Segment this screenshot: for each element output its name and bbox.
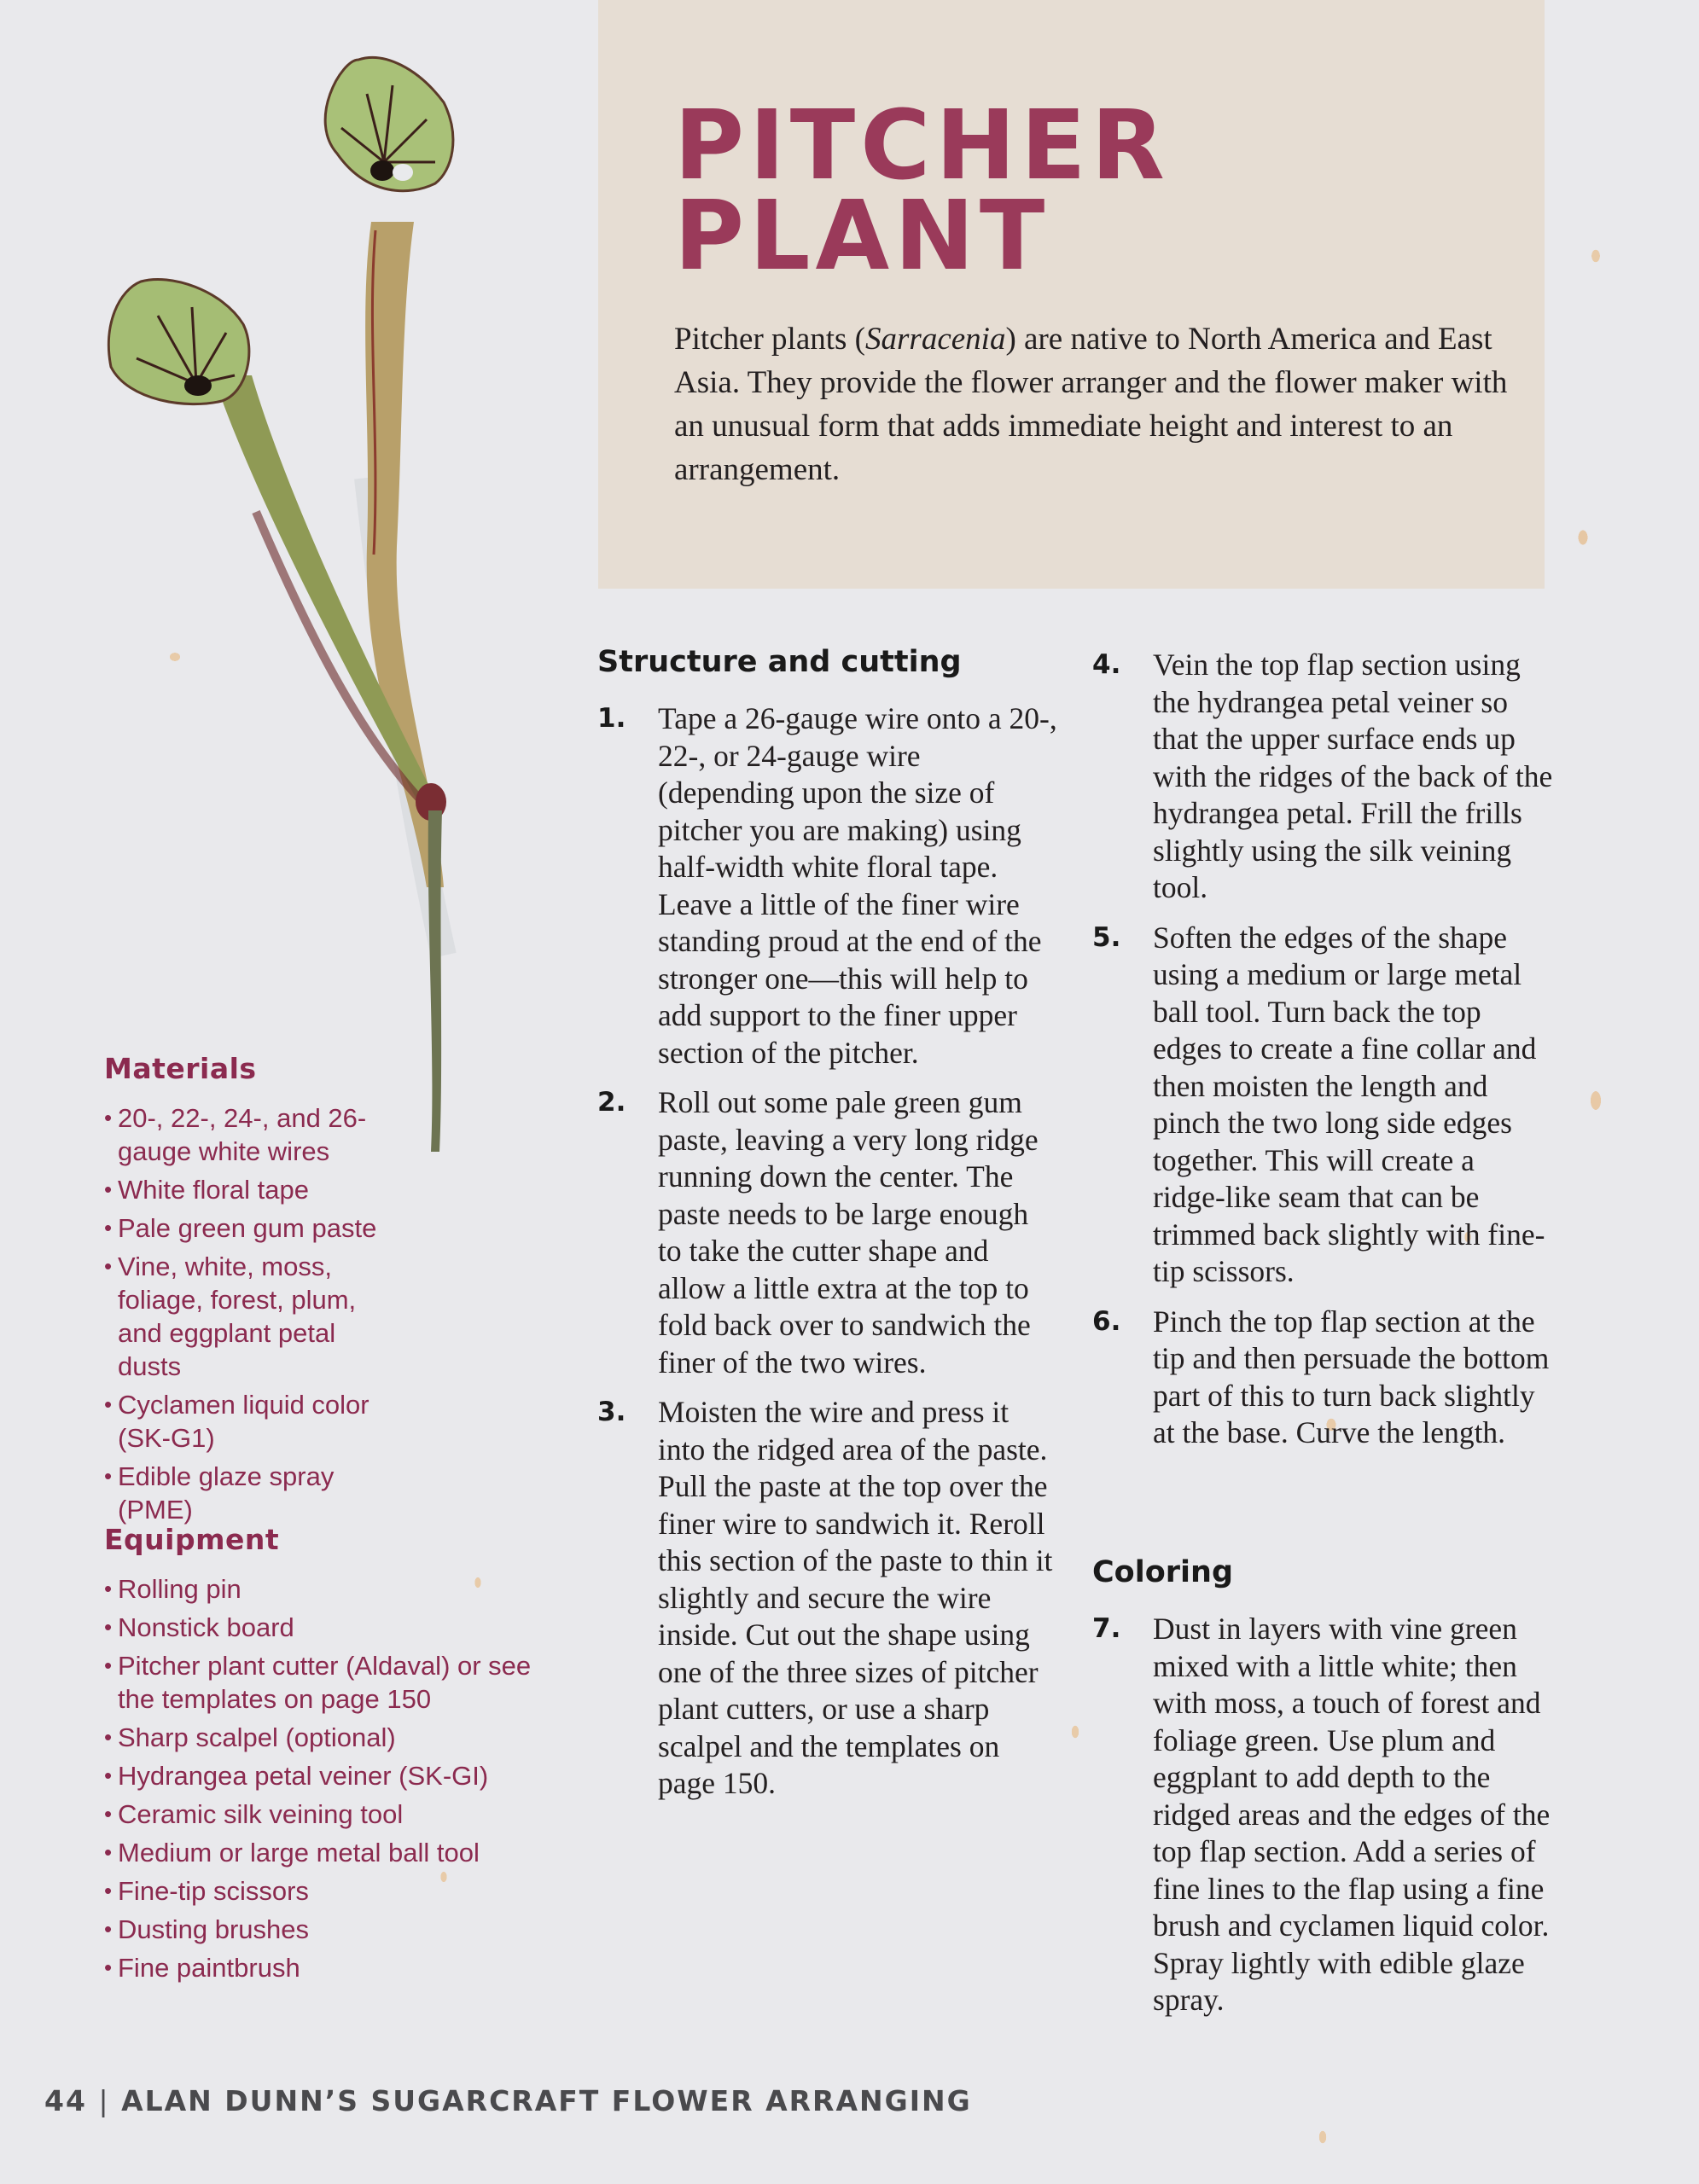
step-2 bbox=[597, 1084, 1058, 1381]
step-7 bbox=[1092, 1611, 1553, 2019]
steps-coloring bbox=[1092, 1611, 1553, 2032]
title-line-1: PITCHER bbox=[674, 90, 1170, 201]
heading-coloring: Coloring bbox=[1092, 1555, 1234, 1589]
equipment-item: • Medium or large metal ball tool bbox=[104, 1836, 548, 1869]
step-number: 4. bbox=[1092, 649, 1121, 680]
equipment-item: • Fine-tip scissors bbox=[104, 1874, 548, 1908]
step-text: Dust in layers with vine green mixed with a little white; then with moss, a touch of forest and foliage green. Use plum and eggplant to add depth to the ridged areas and the edges of the top flap section. Add a series of fine lines to the flap using a fine brush and cyclamen liquid color. Spray lightly with edible glaze spray. bbox=[1153, 1612, 1551, 2017]
equipment-list bbox=[104, 1572, 548, 1989]
equipment-item: • Sharp scalpel (optional) bbox=[104, 1721, 548, 1754]
equipment-item: • Dusting brushes bbox=[104, 1913, 548, 1946]
title-line-2: PLANT bbox=[674, 181, 1050, 292]
materials-list bbox=[104, 1101, 394, 1531]
step-number: 6. bbox=[1092, 1305, 1121, 1337]
step-text: Moisten the wire and press it into the ridged area of the paste. Pull the paste at the top over the finer wire to sandwich it. Reroll this section of the paste to thin it slightly and secure the wire inside. Cut out the shape using one of the three sizes of pitcher plant cutters, or use a sharp scalpel and the templates on page 150. bbox=[658, 1395, 1053, 1800]
materials-item: • Edible glaze spray (PME) bbox=[104, 1460, 394, 1526]
step-number: 1. bbox=[597, 703, 626, 734]
materials-heading: Materials bbox=[104, 1052, 257, 1085]
equipment-item: • Fine paintbrush bbox=[104, 1951, 548, 1984]
title-panel bbox=[598, 0, 1545, 589]
step-text: Roll out some pale green gum paste, leaving a very long ridge running down the center. The paste needs to be large enough to take the cutter shape and allow a little extra at the top to fold back over to sandwich the finer of the two wires. bbox=[658, 1085, 1039, 1380]
step-number: 5. bbox=[1092, 921, 1121, 953]
step-3 bbox=[597, 1394, 1058, 1803]
step-text: Tape a 26-gauge wire onto a 20-, 22-, or 24-gauge wire (depending upon the size of pitcher you are making) using half-width white floral tape. Leave a little of the finer wire standing proud at the end of the stronger one—this will help to add support to the finer upper section of the pitcher. bbox=[658, 701, 1057, 1070]
intro-paragraph bbox=[674, 317, 1527, 491]
intro-botanical-name: Sarracenia bbox=[865, 322, 1006, 357]
materials-item: • Pale green gum paste bbox=[104, 1211, 394, 1245]
step-4 bbox=[1092, 647, 1553, 907]
heading-structure-and-cutting: Structure and cutting bbox=[597, 645, 962, 679]
materials-item: • Cyclamen liquid color (SK-G1) bbox=[104, 1388, 394, 1455]
equipment-item: • Nonstick board bbox=[104, 1611, 548, 1644]
step-5 bbox=[1092, 920, 1553, 1291]
step-number: 7. bbox=[1092, 1613, 1121, 1644]
book-title: ALAN DUNN’S SUGARCRAFT FLOWER ARRANGING bbox=[121, 2084, 972, 2117]
intro-text-end: ) are native to North America and East Asia. They provide the flower arranger and the flower maker with an unusual form that adds immediate height and interest to an arrangement. bbox=[674, 322, 1508, 487]
page-title bbox=[674, 90, 1170, 292]
step-text: Pinch the top flap section at the tip and then persuade the bottom part of this to turn back slightly at the base. Curve the length. bbox=[1153, 1304, 1550, 1449]
step-1 bbox=[597, 700, 1058, 1072]
equipment-item: • Ceramic silk veining tool bbox=[104, 1798, 548, 1831]
step-number: 3. bbox=[597, 1397, 626, 1427]
materials-item: • 20-, 22-, 24-, and 26-gauge white wires bbox=[104, 1101, 394, 1168]
materials-item: • White floral tape bbox=[104, 1173, 394, 1206]
equipment-item: • Pitcher plant cutter (Aldaval) or see the templates on page 150 bbox=[104, 1649, 548, 1716]
step-text: Vein the top flap section using the hydrangea petal veiner so that the upper surface ends up with the ridges of the back of the hydrangea petal. Frill the frills slightly using the silk veining tool. bbox=[1153, 648, 1553, 904]
equipment-heading: Equipment bbox=[104, 1523, 280, 1556]
steps-column-2 bbox=[1092, 647, 1553, 1465]
page-footer bbox=[44, 2084, 972, 2117]
equipment-item: • Hydrangea petal veiner (SK-GI) bbox=[104, 1759, 548, 1792]
materials-item: • Vine, white, moss, foliage, forest, plum, and eggplant petal dusts bbox=[104, 1250, 394, 1383]
intro-text-start: Pitcher plants ( bbox=[674, 322, 866, 357]
footer-separator: | bbox=[98, 2084, 110, 2117]
step-number: 2. bbox=[597, 1087, 626, 1118]
steps-column-1 bbox=[597, 700, 1058, 1815]
step-6 bbox=[1092, 1304, 1553, 1452]
equipment-item: • Rolling pin bbox=[104, 1572, 548, 1606]
page-number: 44 bbox=[44, 2084, 87, 2117]
step-text: Soften the edges of the shape using a medium or large metal ball tool. Turn back the top edges to create a fine collar and then moisten the length and pinch the two long side edges together. This will create a ridge-like seam that can be trimmed back slightly with fine-tip scissors. bbox=[1153, 920, 1545, 1288]
